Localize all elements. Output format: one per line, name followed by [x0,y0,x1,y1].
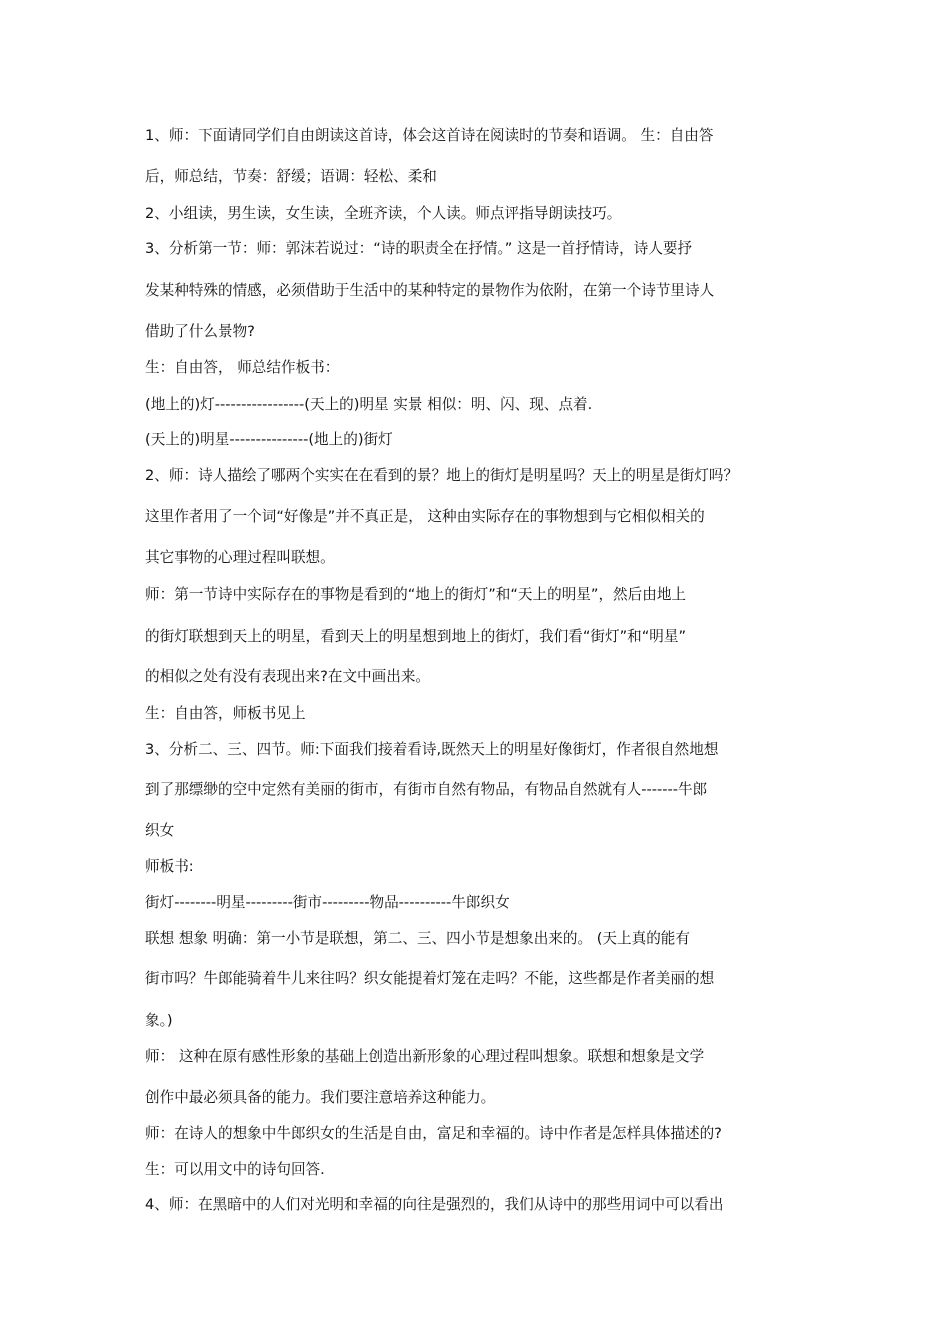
text-line-26: 创作中最必须具备的能力。我们要注意培养这种能力。 [145,1089,496,1106]
text-line-24: 象。) [145,1012,173,1029]
text-line-19: 织女 [145,822,175,839]
text-line-29: 4、师：在黑暗中的人们对光明和幸福的向往是强烈的，我们从诗中的那些用词中可以看出 [145,1196,724,1213]
text-line-22: 联想 想象 明确：第一小节是联想，第二、三、四小节是想象出来的。 (天上真的能有 [145,930,690,947]
text-line-5: 发某种特殊的情感，必须借助于生活中的某种特定的景物作为依附，在第一个诗节里诗人 [145,282,715,299]
text-line-18: 到了那缥缈的空中定然有美丽的街市，有街市自然有物品，有物品自然就有人-------牛郎 [145,781,708,798]
text-line-14: 的街灯联想到天上的明星，看到天上的明星想到地上的街灯，我们看“街灯”和“明星” [145,628,687,645]
text-line-8: (地上的)灯-----------------(天上的)明星 实景 相似：明、闪、现、点着. [145,396,593,413]
text-line-15: 的相似之处有没有表现出来?在文中画出来。 [145,668,431,685]
text-line-21: 街灯--------明星---------街市---------物品----------牛郎织女 [145,894,510,911]
text-line-17: 3、分析二、三、四节。师:下面我们接着看诗,既然天上的明星好像街灯，作者很自然地想 [145,741,719,758]
text-line-27: 师：在诗人的想象中牛郎织女的生活是自由，富足和幸福的。诗中作者是怎样具体描述的? [145,1125,722,1142]
text-line-7: 生：自由答， 师总结作板书： [145,359,340,376]
text-line-23: 街市吗？牛郎能骑着牛儿来往吗？织女能提着灯笼在走吗？不能，这些都是作者美丽的想 [145,970,715,987]
text-line-11: 这里作者用了一个词“好像是”并不真正是， 这种由实际存在的事物想到与它相似相关的 [145,508,705,525]
text-line-28: 生：可以用文中的诗句回答. [145,1161,325,1178]
text-line-6: 借助了什么景物? [145,323,255,340]
text-line-2: 后，师总结，节奏：舒缓；语调：轻松、柔和 [145,168,437,185]
text-line-9: (天上的)明星---------------(地上的)街灯 [145,431,393,448]
text-line-20: 师板书: [145,858,194,875]
text-line-1: 1、师：下面请同学们自由朗读这首诗，体会这首诗在阅读时的节奏和语调。 生：自由答 [145,127,714,144]
text-line-12: 其它事物的心理过程叫联想。 [145,549,335,566]
text-line-13: 师：第一节诗中实际存在的事物是看到的“地上的街灯”和“天上的明星”，然后由地上 [145,586,687,603]
text-line-4: 3、分析第一节：师：郭沫若说过：“诗的职责全在抒情。” 这是一首抒情诗，诗人要抒 [145,240,693,257]
text-line-16: 生：自由答，师板书见上 [145,705,306,722]
text-line-3: 2、小组读，男生读，女生读，全班齐读，个人读。师点评指导朗读技巧。 [145,205,622,222]
text-line-10: 2、师：诗人描绘了哪两个实实在在看到的景？地上的街灯是明星吗？天上的明星是街灯吗？ [145,467,739,484]
text-line-25: 师： 这种在原有感性形象的基础上创造出新形象的心理过程叫想象。联想和想象是文学 [145,1048,705,1065]
